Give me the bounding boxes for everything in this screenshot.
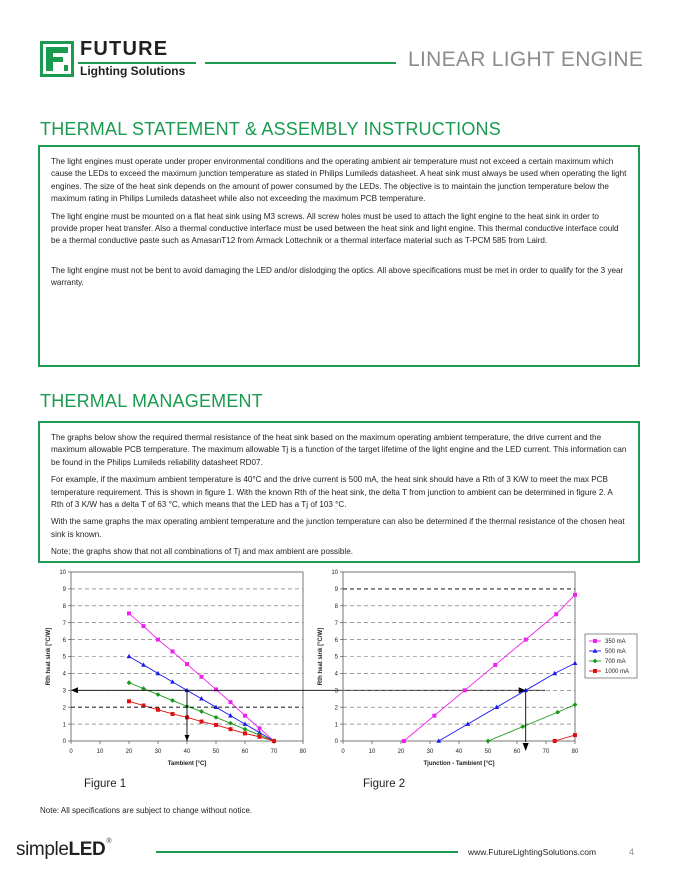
registered-mark: ® <box>106 838 112 845</box>
data-point <box>141 662 146 666</box>
data-point <box>402 739 406 743</box>
y-tick-label: 1 <box>62 722 66 729</box>
x-tick-label: 50 <box>212 749 220 755</box>
data-point <box>170 698 175 703</box>
y-tick-label: 2 <box>334 705 338 712</box>
data-point <box>170 679 175 683</box>
y-axis-label: Rth heat sink [°C/W] <box>318 627 324 686</box>
x-tick-label: 20 <box>397 749 405 755</box>
y-tick-label: 7 <box>62 620 66 627</box>
figure-1-caption: Figure 1 <box>84 778 127 790</box>
series <box>127 654 277 743</box>
series <box>553 733 577 743</box>
logo-wordmark: FUTURE <box>80 38 169 60</box>
y-tick-label: 0 <box>334 739 338 746</box>
data-point <box>243 731 247 735</box>
paragraph: The light engine must be mounted on a flat heat sink using M3 screws. All screw holes must be used to attach the light engine to the heat sink in order to provide proper heat transfer. Also a thermal conductive interface must be used between the heat sink and light engine. This thermal conductive interface could be a thermal conductive paste such as AmasanT12 from Armack Lottechnik or a thermal interface material such as T-PCM 585 from Laird. <box>51 211 619 246</box>
y-tick-label: 5 <box>334 654 338 661</box>
paragraph: Note; the graphs show that not all combinations of Tj and max ambient are possible. <box>51 547 353 557</box>
y-axis-label: Rth heat sink [°C/W] <box>46 627 52 686</box>
figure-2-caption: Figure 2 <box>363 778 406 790</box>
paragraph: For example, if the maximum ambient temperature is 40°C and the drive current is 500 mA, the heat sink should have a Rth of 3 K/W to meet the max PCB temperature requirement. This is shown in figure 1. With the known Rth of the heat sink, the delta T from junction to ambient can be determined in figure 2. A Rth of 3 K/W has a delta T of 63 °C, which means that the LED has a Tj of 103 °C. <box>51 475 613 510</box>
x-tick-label: 30 <box>426 749 434 755</box>
series <box>127 680 277 743</box>
data-point <box>493 663 497 667</box>
data-point <box>214 723 218 727</box>
x-axis-label: Tjunction - Tambient [°C] <box>423 761 495 767</box>
data-point <box>127 680 132 685</box>
legend-label: 1000 mA <box>605 669 630 676</box>
data-point <box>573 593 577 597</box>
x-tick-label: 10 <box>96 749 104 755</box>
y-tick-label: 4 <box>334 671 338 678</box>
legend-label: 500 mA <box>605 649 626 656</box>
data-point <box>200 675 204 679</box>
data-point <box>524 638 528 642</box>
y-tick-label: 0 <box>62 739 66 746</box>
disclaimer-note: Note: All specifications are subject to change without notice. <box>40 806 253 815</box>
x-tick-label: 70 <box>542 749 550 755</box>
x-axis-label: Tambient [°C] <box>167 761 207 767</box>
x-tick-label: 40 <box>183 749 191 755</box>
y-tick-label: 1 <box>334 722 338 729</box>
header-rule-right <box>205 62 396 64</box>
data-point <box>199 709 204 714</box>
x-tick-label: 80 <box>571 749 579 755</box>
y-tick-label: 8 <box>334 604 338 610</box>
y-tick-label: 5 <box>62 654 66 661</box>
footer-url[interactable]: www.FutureLightingSolutions.com <box>468 847 597 857</box>
data-point <box>185 662 189 666</box>
arrow-head <box>71 687 78 693</box>
data-point <box>465 722 470 726</box>
y-tick-label: 3 <box>62 688 66 695</box>
y-tick-label: 8 <box>62 604 66 610</box>
data-point <box>494 705 499 709</box>
thermal-statement-box <box>38 145 640 367</box>
legend <box>585 634 637 678</box>
chart-2 <box>318 570 637 767</box>
future-logo-icon <box>40 41 74 77</box>
x-tick-label: 30 <box>154 749 162 755</box>
y-tick-label: 4 <box>62 671 66 678</box>
data-point <box>593 669 597 673</box>
x-tick-label: 0 <box>69 749 73 755</box>
data-point <box>573 733 577 737</box>
data-point <box>200 720 204 724</box>
y-tick-label: 10 <box>331 570 338 577</box>
data-point <box>127 611 131 615</box>
document-title: LINEAR LIGHT ENGINE <box>408 48 644 71</box>
x-tick-label: 60 <box>241 749 249 755</box>
brand-light: simple <box>16 839 69 860</box>
data-point <box>171 712 175 716</box>
y-tick-label: 7 <box>334 620 338 627</box>
section-title-thermal-management: THERMAL MANAGEMENT <box>40 391 263 411</box>
data-point <box>520 724 525 729</box>
data-point <box>214 687 218 691</box>
paragraph: With the same graphs the max operating ambient temperature and the junction temperature can also be determined if the thermal resistance of the chosen heat sink is known. <box>51 517 625 539</box>
data-point <box>156 708 160 712</box>
data-point <box>171 649 175 653</box>
series <box>436 661 577 743</box>
y-tick-label: 9 <box>334 587 338 594</box>
data-point <box>142 624 146 628</box>
data-point <box>199 696 204 700</box>
x-tick-label: 80 <box>299 749 307 755</box>
legend-label: 350 mA <box>605 639 626 646</box>
data-point <box>573 702 578 707</box>
data-point <box>229 700 233 704</box>
y-tick-label: 10 <box>59 570 66 577</box>
data-point <box>486 739 491 744</box>
data-point <box>432 714 436 718</box>
x-tick-label: 50 <box>484 749 492 755</box>
x-tick-label: 10 <box>368 749 376 755</box>
y-tick-label: 3 <box>334 688 338 695</box>
data-point <box>127 654 132 658</box>
data-point <box>593 639 597 643</box>
x-tick-label: 70 <box>270 749 278 755</box>
x-tick-label: 60 <box>513 749 521 755</box>
x-tick-label: 40 <box>455 749 463 755</box>
simpleled-logo <box>16 839 111 861</box>
data-point <box>229 727 233 731</box>
data-point <box>228 721 233 726</box>
data-point <box>243 722 248 726</box>
section-title-thermal-statement: THERMAL STATEMENT & ASSEMBLY INSTRUCTIONS <box>40 119 501 139</box>
y-tick-label: 9 <box>62 587 66 594</box>
brand-bold: LED <box>68 839 106 860</box>
y-tick-label: 6 <box>334 637 338 644</box>
legend-label: 700 mA <box>605 659 626 666</box>
y-tick-label: 2 <box>62 705 66 712</box>
series <box>127 699 276 743</box>
data-point <box>258 726 262 730</box>
series <box>486 702 578 743</box>
paragraph: The light engine must not be bent to avoid damaging the LED and/or dislodging the optics. All above specifications must be met in order to qualify for the 3 year warranty. <box>51 265 624 288</box>
footer-rule <box>156 851 458 853</box>
series-line <box>488 705 575 741</box>
chart-1 <box>46 570 545 767</box>
series <box>402 593 577 743</box>
paragraph: The light engines must operate under proper environmental conditions and the operating ambient air temperature must not exceed a certain maximum which cause the LEDs to exceed the maximum junction temperature as stated in Philips Lumileds datasheet. A heat sink must always be used when operating the light engines. The size of the heat sink depends on the amount of power consumed by the LEDs. The objective is to maintain the junction temperature below the maximum rating in Philips Lumileds datasheet while also not exceeding the maximum PCB temperature. <box>51 157 627 204</box>
data-point <box>156 692 161 697</box>
data-point <box>156 638 160 642</box>
data-point <box>228 713 233 717</box>
data-point <box>555 710 560 715</box>
data-point <box>243 714 247 718</box>
arrow-head <box>185 735 190 741</box>
data-point <box>127 699 131 703</box>
y-tick-label: 6 <box>62 637 66 644</box>
data-point <box>243 727 248 732</box>
data-point <box>436 738 441 742</box>
x-tick-label: 20 <box>125 749 133 755</box>
x-tick-label: 0 <box>341 749 345 755</box>
page-number: 4 <box>629 847 635 857</box>
data-point <box>272 739 276 743</box>
arrow-head <box>523 743 529 751</box>
data-point <box>214 715 219 720</box>
thermal-management-box <box>38 421 640 563</box>
data-point <box>554 612 558 616</box>
data-point <box>553 739 557 743</box>
data-point <box>258 735 262 739</box>
data-point <box>463 688 467 692</box>
series-line <box>404 595 575 741</box>
series-line <box>555 735 575 741</box>
logo-subtitle: Lighting Solutions <box>80 64 186 78</box>
data-point <box>156 671 161 675</box>
data-point <box>573 661 578 665</box>
thermal-charts <box>0 560 680 780</box>
paragraph: The graphs below show the required thermal resistance of the heat sink based on the maximum operating ambient temperature, the drive current and the maximum allowable PCB temperature. The maximum allowable Tj is a function of the target lifetime of the light engine and the LED current. This information can be found in the Philips Lumileds reliability datasheet RD07. <box>51 433 627 467</box>
